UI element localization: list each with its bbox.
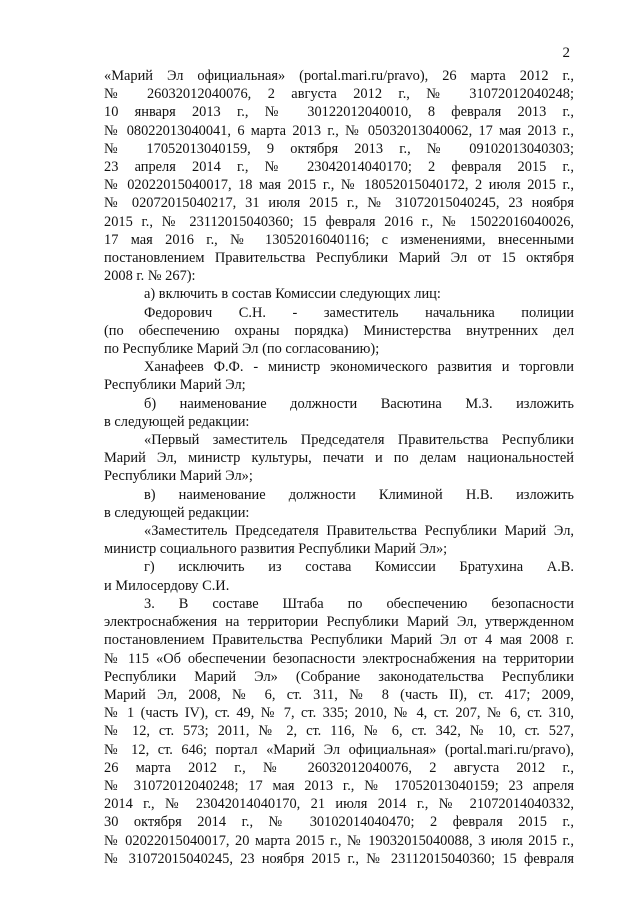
document-body [104,67,574,868]
text-line: № 02022015040017, 20 марта 2015 г., № 19032015040088, 3 июля 2015 г., [104,832,574,849]
text-line: № 02022015040017, 18 мая 2015 г., № 18052015040172, 2 июля 2015 г., [104,177,574,194]
text-line: постановлением Правительства Республики Марий Эл от 4 мая 2008 г. [104,632,574,649]
text-line: № 08022013040041, 6 марта 2013 г., № 05032013040062, 17 мая 2013 г., [104,122,574,139]
text-line: № 12, ст. 646; портал «Марий Эл официальная» (portal.mari.ru/pravo), [104,741,574,758]
text-line: 2015 г., № 23112015040360; 15 февраля 2016 г., № 15022016040026, [104,213,574,230]
text-line: 30 октября 2014 г., № 30102014040470; 2 февраля 2015 г., [104,814,574,831]
text-line: электроснабжения на территории Республики Марий Эл, утвержденном [104,614,574,631]
text-line: № 26032012040076, 2 августа 2012 г., № 31072012040248; [104,86,574,103]
text-line: «Первый заместитель Председателя Правительства Республики [144,432,574,449]
page-number: 2 [562,45,570,61]
text-line: № 31072015040245, 23 ноября 2015 г., № 23112015040360; 15 февраля [104,850,574,867]
text-line: 23 апреля 2014 г., № 23042014040170; 2 февраля 2015 г., [104,159,574,176]
text-line: по Республике Марий Эл (по согласованию); [104,341,380,358]
text-line: Марий Эл, министр культуры, печати и по делам национальностей [104,450,574,467]
text-line: № 31072012040248; 17 мая 2013 г., № 17052013040159; 23 апреля [104,777,574,794]
text-line: 26 марта 2012 г., № 26032012040076, 2 августа 2012 г., [104,759,574,776]
text-line: № 1 (часть IV), ст. 49, № 7, ст. 335; 2010, № 4, ст. 207, № 6, ст. 310, [104,705,574,722]
text-line: б) наименование должности Васютина М.З. изложить [144,395,574,412]
text-line: Марий Эл, 2008, № 6, ст. 311, № 8 (часть II), ст. 417; 2009, [104,686,574,703]
text-line: 10 января 2013 г., № 30122012040010, 8 февраля 2013 г., [104,104,574,121]
text-line: а) включить в состав Комиссии следующих лиц: [144,286,441,303]
text-line: № 02072015040217, 31 июля 2015 г., № 31072015040245, 23 ноября [104,195,574,212]
text-line: постановлением Правительства Республики Марий Эл от 15 октября [104,250,574,267]
text-line: 2014 г., № 23042014040170, 21 июля 2014 г., № 21072014040332, [104,796,574,813]
text-line: Республики Марий Эл; [104,377,246,394]
text-line: в) наименование должности Климиной Н.В. изложить [144,486,574,503]
text-line: № 115 «Об обеспечении безопасности электроснабжения на территории [104,650,574,667]
text-line: 17 мая 2016 г., № 13052016040116; с изменениями, внесенными [104,231,574,248]
text-line: Республики Марий Эл» (Собрание законодательства Республики [104,668,574,685]
text-line: в следующей редакции: [104,413,250,430]
text-line: и Милосердову С.И. [104,577,230,594]
text-line: (по обеспечению охраны порядка) Министерства внутренних дел [104,322,574,339]
text-line: Федорович С.Н. - заместитель начальника полиции [144,304,574,321]
text-line: 2008 г. № 267): [104,268,196,285]
text-line: № 17052013040159, 9 октября 2013 г., № 09102013040303; [104,140,574,157]
text-line: 3. В составе Штаба по обеспечению безопасности [144,595,574,612]
text-line: «Заместитель Председателя Правительства Республики Марий Эл, [144,523,574,540]
text-line: министр социального развития Республики Марий Эл»; [104,541,448,558]
text-line: в следующей редакции: [104,504,250,521]
text-line: «Марий Эл официальная» (portal.mari.ru/pravo), 26 марта 2012 г., [104,68,574,84]
text-line: г) исключить из состава Комиссии Братухина А.В. [144,559,574,576]
text-line: Ханафеев Ф.Ф. - министр экономического развития и торговли [144,359,574,376]
text-line: № 12, ст. 573; 2011, № 2, ст. 116, № 6, ст. 342, № 10, ст. 527, [104,723,574,740]
text-line: Республики Марий Эл»; [104,468,253,485]
